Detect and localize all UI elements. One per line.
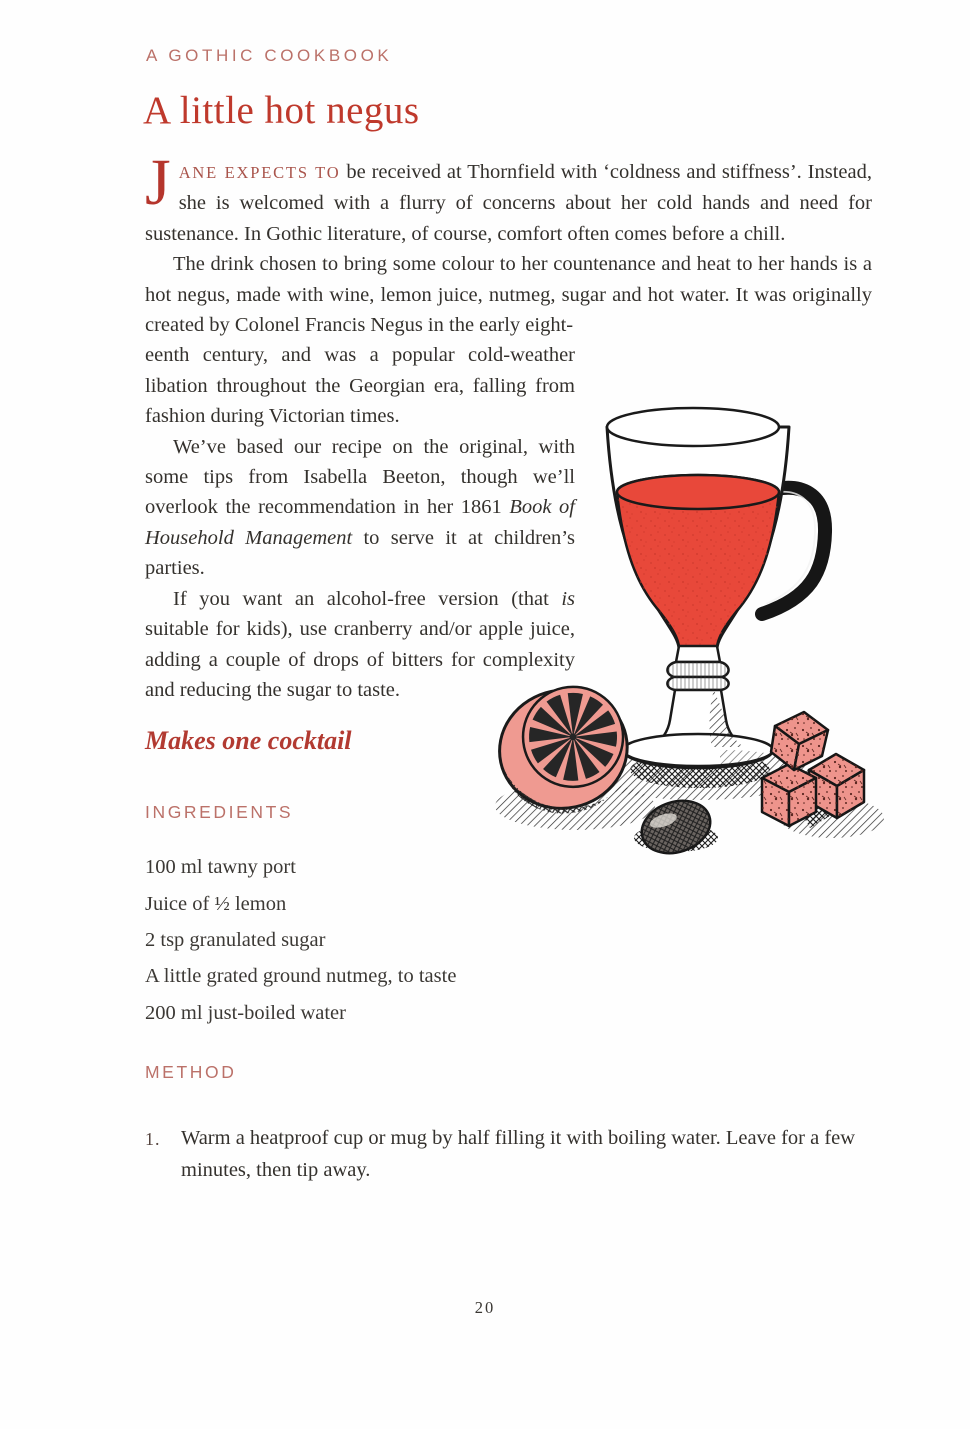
mug-rim xyxy=(607,408,779,446)
drop-cap: J xyxy=(145,146,171,219)
paragraph-beeton-pre: We’ve based our recipe on the original, with some tips from Isabella Beeton, though we’ll overlook the recommendation in her 1861 xyxy=(145,435,575,519)
ingredients-heading: INGREDIENTS xyxy=(145,801,294,822)
paragraph-intro xyxy=(145,146,872,249)
page-number: 20 xyxy=(474,1298,496,1317)
paragraph-alcohol-free-pre: If you want an alcohol-free version (that xyxy=(173,587,562,610)
step-text: Warm a heatproof cup or mug by half filling it with boiling water. Leave for a few minutes, then tip away. xyxy=(181,1126,856,1182)
method-list xyxy=(145,1122,872,1187)
paragraph-beeton-post: to serve it at children’s parties. xyxy=(145,526,575,580)
method-heading: METHOD xyxy=(145,1062,237,1083)
paragraph-intro-text: be received at Thornfield with ‘coldness and stiffness’. Instead, she is welcomed with a flurry of concerns about her cold hands and need for sustenance. In Gothic literature, of course, comfort often comes before a chill. xyxy=(145,161,872,245)
mug-liquid xyxy=(617,475,779,647)
ingredient-item: A little grated ground nutmeg, to taste xyxy=(145,965,457,988)
ingredient-item: 100 ml tawny port xyxy=(145,856,296,879)
book-title-italic: Book of Household Management xyxy=(145,496,575,549)
glass-mug xyxy=(607,408,825,768)
lead-smallcaps: ANE EXPECTS TO xyxy=(178,163,341,182)
emphasis-is: is xyxy=(561,587,575,610)
ingredient-item: 2 tsp granulated sugar xyxy=(145,928,326,951)
yield-note: Makes one cocktail xyxy=(145,726,352,756)
paragraph-history-full: The drink chosen to bring some colour to her countenance and heat to her hands is a hot negus, made with wine, lemon juice, nutmeg, sugar and hot water. It was originally created by Colonel Francis Negus in the early eight- xyxy=(145,253,872,337)
paragraph-alcohol-free-post: suitable for kids), use cranberry and/or apple juice, adding a couple of drops of bitters for complexity and reducing the sugar to taste. xyxy=(145,618,575,701)
paragraph-history-wrapped: eenth century, and was a popular cold-weather libation throughout the Georgian era, falling from fashion during Victorian times. xyxy=(145,344,575,428)
ingredient-item: Juice of ½ lemon xyxy=(145,892,287,915)
negus-illustration xyxy=(480,390,890,880)
page-title: A little hot negus xyxy=(143,89,420,132)
step-number: 1. xyxy=(145,1128,161,1149)
sugar-cubes xyxy=(762,712,864,828)
ingredient-item: 200 ml just-boiled water xyxy=(145,1001,346,1024)
running-head: A GOTHIC COOKBOOK xyxy=(146,46,393,65)
method-step xyxy=(145,1122,872,1187)
